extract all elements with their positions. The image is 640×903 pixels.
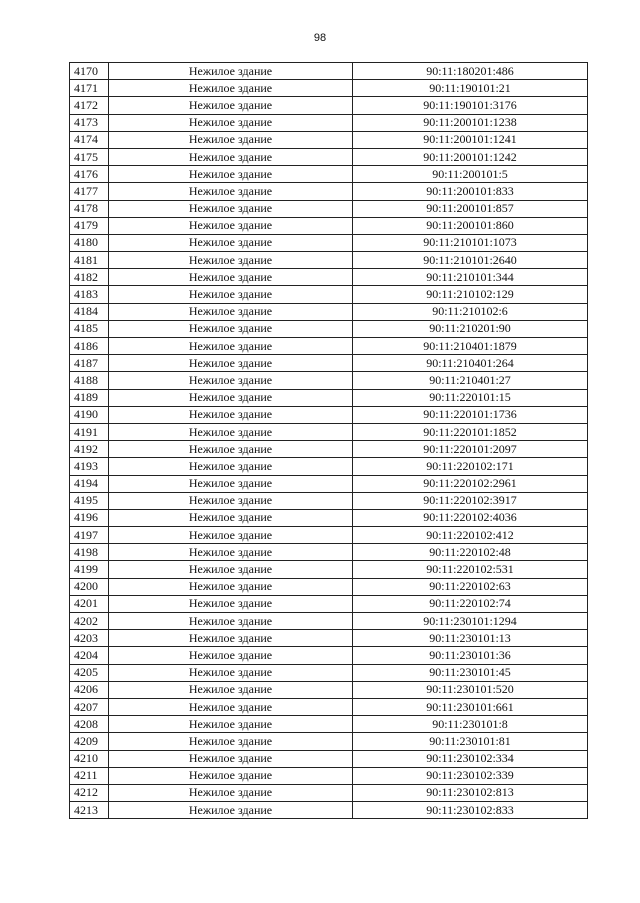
object-type-cell: Нежилое здание (109, 613, 353, 630)
cadastral-number-cell: 90:11:220101:1852 (353, 423, 588, 440)
object-type-cell: Нежилое здание (109, 544, 353, 561)
cadastral-number-cell: 90:11:190101:3176 (353, 97, 588, 114)
object-type-cell: Нежилое здание (109, 750, 353, 767)
object-type-cell: Нежилое здание (109, 647, 353, 664)
table-row (70, 355, 588, 372)
object-type-cell: Нежилое здание (109, 389, 353, 406)
cadastral-number-cell: 90:11:220102:4036 (353, 509, 588, 526)
row-number-cell: 4170 (70, 63, 109, 80)
object-type-cell: Нежилое здание (109, 681, 353, 698)
row-number-cell: 4208 (70, 716, 109, 733)
object-type-cell: Нежилое здание (109, 509, 353, 526)
cadastral-number-cell: 90:11:230102:339 (353, 767, 588, 784)
row-number-cell: 4175 (70, 148, 109, 165)
table-row (70, 784, 588, 801)
row-number-cell: 4191 (70, 423, 109, 440)
row-number-cell: 4200 (70, 578, 109, 595)
cadastral-number-cell: 90:11:230101:81 (353, 733, 588, 750)
table-row (70, 372, 588, 389)
row-number-cell: 4185 (70, 320, 109, 337)
cadastral-number-cell: 90:11:220102:2961 (353, 475, 588, 492)
table-row (70, 269, 588, 286)
table-row (70, 733, 588, 750)
table-row (70, 578, 588, 595)
object-type-cell: Нежилое здание (109, 252, 353, 269)
table-row (70, 217, 588, 234)
object-type-cell: Нежилое здание (109, 286, 353, 303)
table-row (70, 97, 588, 114)
object-type-cell: Нежилое здание (109, 63, 353, 80)
cadastral-number-cell: 90:11:210102:129 (353, 286, 588, 303)
object-type-cell: Нежилое здание (109, 200, 353, 217)
registry-table-body (70, 63, 588, 819)
object-type-cell: Нежилое здание (109, 355, 353, 372)
row-number-cell: 4198 (70, 544, 109, 561)
cadastral-number-cell: 90:11:200101:1242 (353, 148, 588, 165)
cadastral-number-cell: 90:11:200101:1241 (353, 131, 588, 148)
object-type-cell: Нежилое здание (109, 148, 353, 165)
row-number-cell: 4210 (70, 750, 109, 767)
row-number-cell: 4201 (70, 595, 109, 612)
object-type-cell: Нежилое здание (109, 492, 353, 509)
table-row (70, 252, 588, 269)
object-type-cell: Нежилое здание (109, 80, 353, 97)
cadastral-number-cell: 90:11:180201:486 (353, 63, 588, 80)
cadastral-number-cell: 90:11:230101:36 (353, 647, 588, 664)
table-row (70, 303, 588, 320)
cadastral-number-cell: 90:11:230102:334 (353, 750, 588, 767)
object-type-cell: Нежилое здание (109, 320, 353, 337)
cadastral-number-cell: 90:11:210102:6 (353, 303, 588, 320)
row-number-cell: 4197 (70, 527, 109, 544)
object-type-cell: Нежилое здание (109, 441, 353, 458)
table-row (70, 647, 588, 664)
table-row (70, 200, 588, 217)
row-number-cell: 4172 (70, 97, 109, 114)
object-type-cell: Нежилое здание (109, 664, 353, 681)
row-number-cell: 4178 (70, 200, 109, 217)
row-number-cell: 4190 (70, 406, 109, 423)
table-row (70, 389, 588, 406)
table-row (70, 458, 588, 475)
row-number-cell: 4180 (70, 234, 109, 251)
row-number-cell: 4207 (70, 698, 109, 715)
table-row (70, 475, 588, 492)
cadastral-number-cell: 90:11:210101:1073 (353, 234, 588, 251)
table-row (70, 63, 588, 80)
object-type-cell: Нежилое здание (109, 475, 353, 492)
row-number-cell: 4184 (70, 303, 109, 320)
row-number-cell: 4206 (70, 681, 109, 698)
cadastral-number-cell: 90:11:210401:27 (353, 372, 588, 389)
cadastral-number-cell: 90:11:230101:520 (353, 681, 588, 698)
row-number-cell: 4209 (70, 733, 109, 750)
object-type-cell: Нежилое здание (109, 784, 353, 801)
object-type-cell: Нежилое здание (109, 372, 353, 389)
row-number-cell: 4182 (70, 269, 109, 286)
table-row (70, 630, 588, 647)
cadastral-number-cell: 90:11:220101:1736 (353, 406, 588, 423)
table-row (70, 492, 588, 509)
cadastral-number-cell: 90:11:220102:412 (353, 527, 588, 544)
table-row (70, 320, 588, 337)
object-type-cell: Нежилое здание (109, 716, 353, 733)
row-number-cell: 4193 (70, 458, 109, 475)
object-type-cell: Нежилое здание (109, 423, 353, 440)
table-row (70, 423, 588, 440)
object-type-cell: Нежилое здание (109, 183, 353, 200)
row-number-cell: 4183 (70, 286, 109, 303)
table-row (70, 406, 588, 423)
row-number-cell: 4179 (70, 217, 109, 234)
cadastral-number-cell: 90:11:210101:2640 (353, 252, 588, 269)
table-row (70, 527, 588, 544)
row-number-cell: 4203 (70, 630, 109, 647)
cadastral-number-cell: 90:11:230101:45 (353, 664, 588, 681)
object-type-cell: Нежилое здание (109, 97, 353, 114)
object-type-cell: Нежилое здание (109, 698, 353, 715)
row-number-cell: 4199 (70, 561, 109, 578)
row-number-cell: 4213 (70, 802, 109, 819)
table-row (70, 114, 588, 131)
table-row (70, 338, 588, 355)
cadastral-number-cell: 90:11:200101:1238 (353, 114, 588, 131)
table-row (70, 681, 588, 698)
object-type-cell: Нежилое здание (109, 217, 353, 234)
object-type-cell: Нежилое здание (109, 561, 353, 578)
cadastral-number-cell: 90:11:210401:264 (353, 355, 588, 372)
cadastral-number-cell: 90:11:210401:1879 (353, 338, 588, 355)
cadastral-number-cell: 90:11:200101:857 (353, 200, 588, 217)
object-type-cell: Нежилое здание (109, 767, 353, 784)
cadastral-number-cell: 90:11:230101:1294 (353, 613, 588, 630)
row-number-cell: 4202 (70, 613, 109, 630)
object-type-cell: Нежилое здание (109, 303, 353, 320)
row-number-cell: 4187 (70, 355, 109, 372)
row-number-cell: 4181 (70, 252, 109, 269)
cadastral-number-cell: 90:11:210101:344 (353, 269, 588, 286)
table-row (70, 698, 588, 715)
table-row (70, 613, 588, 630)
cadastral-number-cell: 90:11:220102:171 (353, 458, 588, 475)
table-row (70, 148, 588, 165)
cadastral-number-cell: 90:11:230101:661 (353, 698, 588, 715)
table-row (70, 183, 588, 200)
row-number-cell: 4192 (70, 441, 109, 458)
object-type-cell: Нежилое здание (109, 458, 353, 475)
object-type-cell: Нежилое здание (109, 234, 353, 251)
cadastral-number-cell: 90:11:190101:21 (353, 80, 588, 97)
row-number-cell: 4204 (70, 647, 109, 664)
object-type-cell: Нежилое здание (109, 338, 353, 355)
row-number-cell: 4176 (70, 166, 109, 183)
cadastral-number-cell: 90:11:220102:531 (353, 561, 588, 578)
table-row (70, 286, 588, 303)
object-type-cell: Нежилое здание (109, 166, 353, 183)
cadastral-number-cell: 90:11:220102:63 (353, 578, 588, 595)
cadastral-number-cell: 90:11:200101:833 (353, 183, 588, 200)
cadastral-number-cell: 90:11:230101:8 (353, 716, 588, 733)
cadastral-number-cell: 90:11:230102:833 (353, 802, 588, 819)
table-row (70, 234, 588, 251)
row-number-cell: 4189 (70, 389, 109, 406)
table-row (70, 80, 588, 97)
row-number-cell: 4174 (70, 131, 109, 148)
cadastral-number-cell: 90:11:220101:15 (353, 389, 588, 406)
object-type-cell: Нежилое здание (109, 269, 353, 286)
row-number-cell: 4195 (70, 492, 109, 509)
row-number-cell: 4212 (70, 784, 109, 801)
table-row (70, 544, 588, 561)
cadastral-number-cell: 90:11:200101:860 (353, 217, 588, 234)
cadastral-number-cell: 90:11:210201:90 (353, 320, 588, 337)
table-row (70, 595, 588, 612)
object-type-cell: Нежилое здание (109, 406, 353, 423)
row-number-cell: 4186 (70, 338, 109, 355)
table-row (70, 131, 588, 148)
row-number-cell: 4173 (70, 114, 109, 131)
row-number-cell: 4205 (70, 664, 109, 681)
cadastral-number-cell: 90:11:200101:5 (353, 166, 588, 183)
cadastral-number-cell: 90:11:220101:2097 (353, 441, 588, 458)
row-number-cell: 4194 (70, 475, 109, 492)
cadastral-number-cell: 90:11:230102:813 (353, 784, 588, 801)
table-row (70, 509, 588, 526)
property-registry-table (69, 62, 588, 819)
row-number-cell: 4211 (70, 767, 109, 784)
table-row (70, 716, 588, 733)
table-row (70, 561, 588, 578)
page-number: 98 (313, 32, 327, 44)
object-type-cell: Нежилое здание (109, 131, 353, 148)
object-type-cell: Нежилое здание (109, 595, 353, 612)
row-number-cell: 4196 (70, 509, 109, 526)
cadastral-number-cell: 90:11:220102:74 (353, 595, 588, 612)
table-row (70, 750, 588, 767)
object-type-cell: Нежилое здание (109, 527, 353, 544)
object-type-cell: Нежилое здание (109, 578, 353, 595)
object-type-cell: Нежилое здание (109, 802, 353, 819)
object-type-cell: Нежилое здание (109, 630, 353, 647)
cadastral-number-cell: 90:11:220102:3917 (353, 492, 588, 509)
object-type-cell: Нежилое здание (109, 114, 353, 131)
row-number-cell: 4188 (70, 372, 109, 389)
row-number-cell: 4177 (70, 183, 109, 200)
object-type-cell: Нежилое здание (109, 733, 353, 750)
table-row (70, 441, 588, 458)
table-row (70, 767, 588, 784)
cadastral-number-cell: 90:11:230101:13 (353, 630, 588, 647)
table-row (70, 664, 588, 681)
table-row (70, 166, 588, 183)
table-row (70, 802, 588, 819)
cadastral-number-cell: 90:11:220102:48 (353, 544, 588, 561)
row-number-cell: 4171 (70, 80, 109, 97)
